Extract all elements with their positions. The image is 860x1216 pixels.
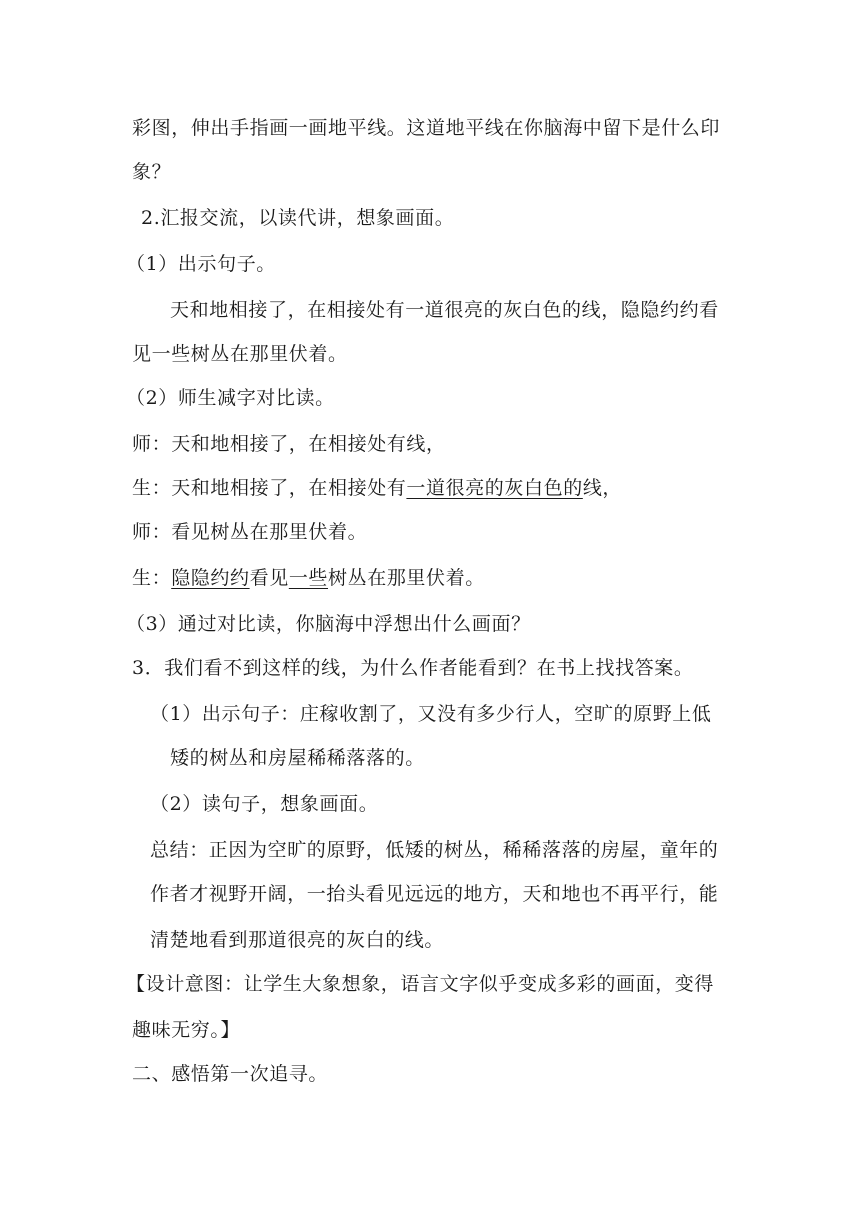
dialogue-text: 树丛在那里伏着。 bbox=[328, 567, 485, 589]
summary-line: 作者才视野开阔，一抬头看见远远的地方，天和地也不再平行，能 bbox=[150, 883, 719, 905]
design-intent-note: 【设计意图：让学生大象想象，语言文字似乎变成多彩的画面，变得 bbox=[126, 973, 715, 995]
sub-item: （1）出示句子。 bbox=[126, 253, 276, 275]
section-heading: 3．我们看不到这样的线，为什么作者能看到？在书上找找答案。 bbox=[132, 657, 694, 679]
summary-line: 总结：正因为空旷的原野，低矮的树丛，稀稀落落的房屋，童年的 bbox=[150, 839, 719, 861]
underlined-phrase: 一道很亮的灰白色的 bbox=[406, 477, 583, 499]
sub-item: （2）读句子，想象画面。 bbox=[150, 793, 379, 815]
underlined-phrase: 一些 bbox=[288, 567, 329, 589]
paragraph-line: 象？ bbox=[132, 161, 172, 183]
sub-item: （3）通过对比读，你脑海中浮想出什么画面？ bbox=[126, 613, 531, 635]
dialogue-line bbox=[132, 566, 485, 590]
summary-line: 清楚地看到那道很亮的灰白的线。 bbox=[150, 929, 445, 951]
paragraph-line: 彩图，伸出手指画一画地平线。这道地平线在你脑海中留下是什么印 bbox=[132, 117, 721, 139]
dialogue-text: 生： bbox=[132, 567, 172, 589]
dialogue-line bbox=[132, 476, 622, 500]
underlined-phrase: 隐隐约约 bbox=[171, 567, 250, 589]
section-heading: 二、感悟第一次追寻。 bbox=[132, 1063, 329, 1085]
dialogue-line: 师：天和地相接了，在相接处有线， bbox=[132, 433, 446, 455]
dialogue-text: 线， bbox=[582, 477, 623, 499]
dialogue-text: 生：天和地相接了，在相接处有 bbox=[132, 477, 407, 499]
sub-item: 矮的树丛和房屋稀稀落落的。 bbox=[170, 747, 425, 769]
sub-item: （2）师生减字对比读。 bbox=[126, 387, 335, 409]
section-heading: 2.汇报交流，以读代讲，想象画面。 bbox=[141, 207, 455, 229]
sub-item: （1）出示句子：庄稼收割了，又没有多少行人，空旷的原野上低 bbox=[150, 703, 712, 725]
design-intent-note: 趣味无穷。】 bbox=[132, 1019, 241, 1041]
quoted-sentence: 见一些树丛在那里伏着。 bbox=[132, 343, 348, 365]
quoted-sentence: 天和地相接了，在相接处有一道很亮的灰白色的线，隐隐约约看 bbox=[170, 299, 719, 321]
dialogue-text: 看见 bbox=[249, 567, 289, 589]
dialogue-line: 师：看见树丛在那里伏着。 bbox=[132, 521, 368, 543]
